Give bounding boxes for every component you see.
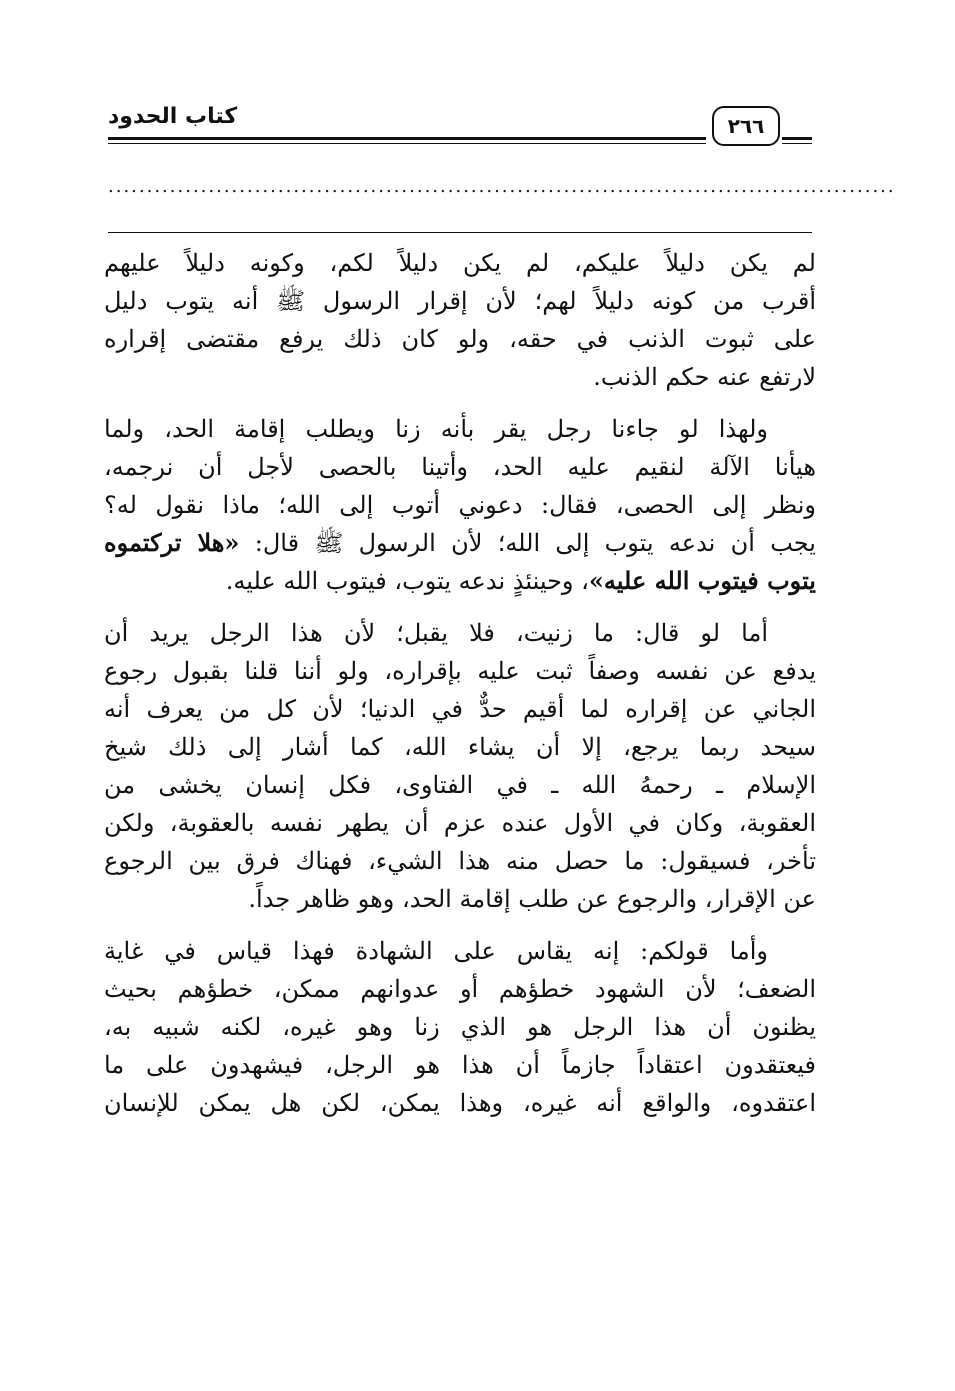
text-line: عن الإقرار، والرجوع عن طلب إقامة الحد، وهو ظاهر جداً.: [248, 885, 816, 913]
book-title: كتاب الحدود: [108, 104, 238, 129]
page-number: ٢٦٦: [712, 106, 780, 146]
paragraph: [104, 932, 816, 1122]
paragraph: [104, 244, 816, 396]
header-rule-thin: [108, 143, 706, 144]
text-line: أقرب من كونه دليلاً لهم؛ لأن إقرار الرسول ﷺ أنه يتوب دليل: [104, 287, 816, 315]
header-rule-thick-right: [782, 137, 812, 140]
text-line: وأما قولكم: إنه يقاس على الشهادة فهذا قياس في غاية: [104, 937, 768, 965]
text-line: تأخر، فسيقول: ما حصل منه هذا الشيء، فهناك فرق بين الرجوع: [104, 847, 816, 875]
text-line: [104, 562, 816, 600]
header-rule-thick: [108, 137, 706, 140]
text-line: هيأنا الآلة لنقيم عليه الحد، وأتينا بالحصى لأجل أن نرجمه،: [104, 453, 816, 481]
text-line: سيحد ربما يرجع، إلا أن يشاء الله، كما أشار إلى ذلك شيخ: [104, 733, 816, 761]
text-line: ولهذا لو جاءنا رجل يقر بأنه زنا ويطلب إقامة الحد، ولما: [104, 415, 768, 443]
text-line: العقوبة، وكان في الأول عنده عزم أن يطهر نفسه بالعقوبة، ولكن: [104, 809, 816, 837]
header-rule-thin-right: [782, 143, 812, 144]
text-line: الجاني عن إقراره لما أقيم حدٌّ في الدنيا؛ لأن كل من يعرف أنه: [104, 695, 816, 723]
paragraph: [104, 410, 816, 600]
text-line: يدفع عن نفسه وصفاً ثبت عليه بإقراره، ولو أننا قلنا بقبول رجوع: [104, 657, 816, 685]
separator-line: [108, 232, 812, 233]
paragraph: [104, 614, 816, 918]
text-line: اعتقدوه، والواقع أنه غيره، وهذا يمكن، لكن هل يمكن للإنسان: [104, 1089, 816, 1117]
text-segment: يجب أن ندعه يتوب إلى الله؛ لأن الرسول ﷺ قال:: [254, 529, 816, 557]
page-header: [108, 100, 812, 148]
text-line: يظنون أن هذا الرجل هو الذي زنا وهو غيره، لكنه شبيه به،: [104, 1013, 816, 1041]
main-text: [104, 244, 816, 1122]
text-line: الضعف؛ لأن الشهود خطؤهم أو عدوانهم ممكن، خطؤهم بحيث: [104, 975, 816, 1003]
footnote-dots: ......................................................................................................: [108, 176, 896, 197]
text-line: ونظر إلى الحصى، فقال: دعوني أتوب إلى الله؛ ماذا نقول له؟: [104, 491, 816, 519]
text-line: على ثبوت الذنب في حقه، ولو كان ذلك يرفع مقتضى إقراره: [104, 325, 816, 353]
text-line: لارتفع عنه حكم الذنب.: [593, 363, 816, 391]
text-line: الإسلام ـ رحمهُ الله ـ في الفتاوى، فكل إنسان يخشى من: [104, 771, 816, 799]
hadith-quote: يتوب فيتوب الله عليه»: [588, 566, 816, 595]
text-line: أما لو قال: ما زنيت، فلا يقبل؛ لأن هذا الرجل يريد أن: [104, 619, 768, 647]
text-line: [104, 524, 816, 562]
text-line: لم يكن دليلاً عليكم، لم يكن دليلاً لكم، وكونه دليلاً عليهم: [104, 249, 816, 277]
hadith-quote: «هلا تركتموه: [104, 528, 240, 557]
text-line: فيعتقدون اعتقاداً جازماً أن هذا هو الرجل، فيشهدون على ما: [104, 1051, 816, 1079]
text-segment: ، وحينئذٍ ندعه يتوب، فيتوب الله عليه.: [225, 567, 589, 595]
